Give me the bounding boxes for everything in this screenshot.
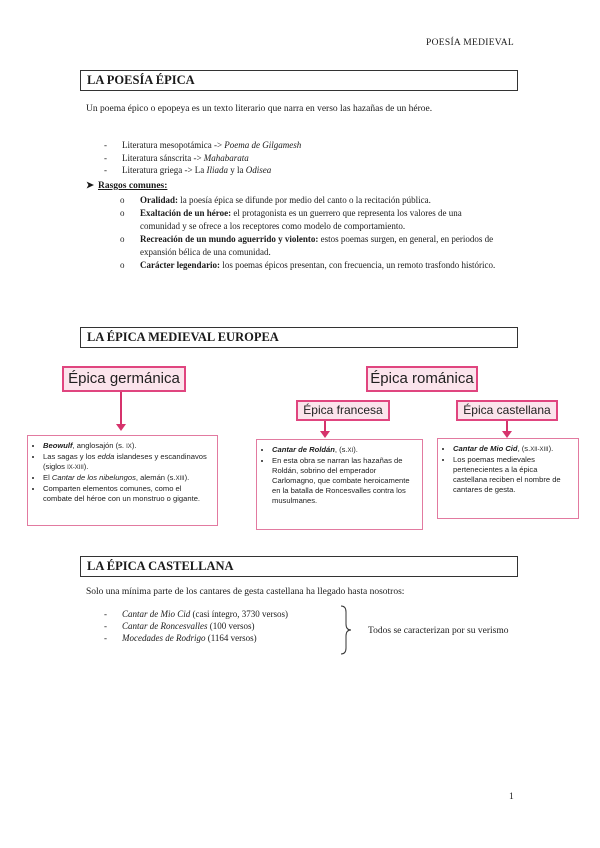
list-item: • Cantar de Mio Cid, (s.XII-XIII).: [453, 444, 572, 455]
right-brace-icon: [338, 604, 358, 656]
epica-germanica-box: [27, 435, 218, 526]
list-item: • Los poemas medievales pertenecientes a la épica castellana reciben el nombre de cantares de gesta.: [453, 455, 572, 495]
arrow-down-icon: [116, 424, 126, 431]
epica-germanica-label: Épica germánica: [62, 366, 186, 392]
list-item: - Literatura mesopotámica -> Poema de Gilgamesh: [104, 139, 301, 152]
connector-line: [506, 421, 508, 431]
list-item: • Cantar de Roldán, (s.XI).: [272, 445, 416, 456]
list-item: - Literatura griega -> La Iliada y la Odisea: [104, 164, 301, 177]
page-header: POESÍA MEDIEVAL: [426, 38, 514, 48]
brace-summary: Todos se caracterizan por su verismo: [368, 626, 509, 636]
epica-castellana-box: [437, 438, 579, 519]
list-item: - Literatura sánscrita -> Mahabarata: [104, 152, 301, 165]
epica-francesa-box: [256, 439, 423, 530]
common-features-heading: ➤ Rasgos comunes:: [86, 181, 168, 191]
arrow-bullet-icon: ➤: [86, 181, 94, 191]
list-item: o Exaltación de un héroe: el protagonista es un guerrero que representa los valores de una comunidad y se ofrece a los receptores como modelo de comportamiento.: [120, 208, 462, 231]
section-title-poesia-epica: LA POESÍA ÉPICA: [80, 70, 518, 91]
features-list: [120, 194, 500, 272]
circle-bullet-icon: o: [120, 234, 125, 244]
intro-paragraph: Un poema épico o epopeya es un texto literario que narra en verso las hazañas de un héroe.: [86, 104, 433, 114]
arrow-down-icon: [320, 431, 330, 438]
section-title-epica-castellana: LA ÉPICA CASTELLANA: [80, 556, 518, 577]
list-item: o Carácter legendario: los poemas épicos presentan, con frecuencia, un remoto trasfondo histórico.: [120, 260, 496, 270]
list-item: o Oralidad: la poesía épica se difunde por medio del canto o la recitación pública.: [120, 195, 431, 205]
epica-francesa-label: Épica francesa: [296, 400, 390, 421]
circle-bullet-icon: o: [120, 260, 125, 270]
examples-list: [104, 139, 301, 177]
castellana-works-list: [104, 608, 288, 644]
epica-romanica-label: Épica románica: [366, 366, 478, 392]
arrow-down-icon: [502, 431, 512, 438]
list-item: • Comparten elementos comunes, como el combate del héroe con un monstruo o gigante.: [43, 484, 211, 504]
section-title-epica-medieval: LA ÉPICA MEDIEVAL EUROPEA: [80, 327, 518, 348]
castellana-intro: Solo una mínima parte de los cantares de gesta castellana ha llegado hasta nosotros:: [86, 587, 405, 597]
circle-bullet-icon: o: [120, 208, 125, 218]
list-item: • En esta obra se narran las hazañas de Roldán, sobrino del emperador Carlomagno, que combate heroicamente en la batalla de Roncesvalles contra los musulmanes.: [272, 456, 416, 506]
circle-bullet-icon: o: [120, 195, 125, 205]
page-number: 1: [509, 792, 514, 802]
connector-line: [120, 392, 122, 424]
list-item: - Cantar de Mio Cid (casi íntegro, 3730 versos): [104, 608, 288, 620]
list-item: o Recreación de un mundo aguerrido y violento: estos poemas surgen, en general, en periodos de expansión bélica de una comunidad.: [120, 234, 494, 257]
list-item: • El Cantar de los nibelungos, alemán (s.XIII).: [43, 473, 211, 484]
list-item: - Mocedades de Rodrigo (1164 versos): [104, 632, 288, 644]
list-item: • Las sagas y los edda islandeses y escandinavos (siglos IX-XIII).: [43, 452, 211, 473]
list-item: • Beowulf, anglosajón (s. IX).: [43, 441, 211, 452]
list-item: - Cantar de Roncesvalles (100 versos): [104, 620, 288, 632]
connector-line: [324, 421, 326, 431]
epica-castellana-label: Épica castellana: [456, 400, 558, 421]
